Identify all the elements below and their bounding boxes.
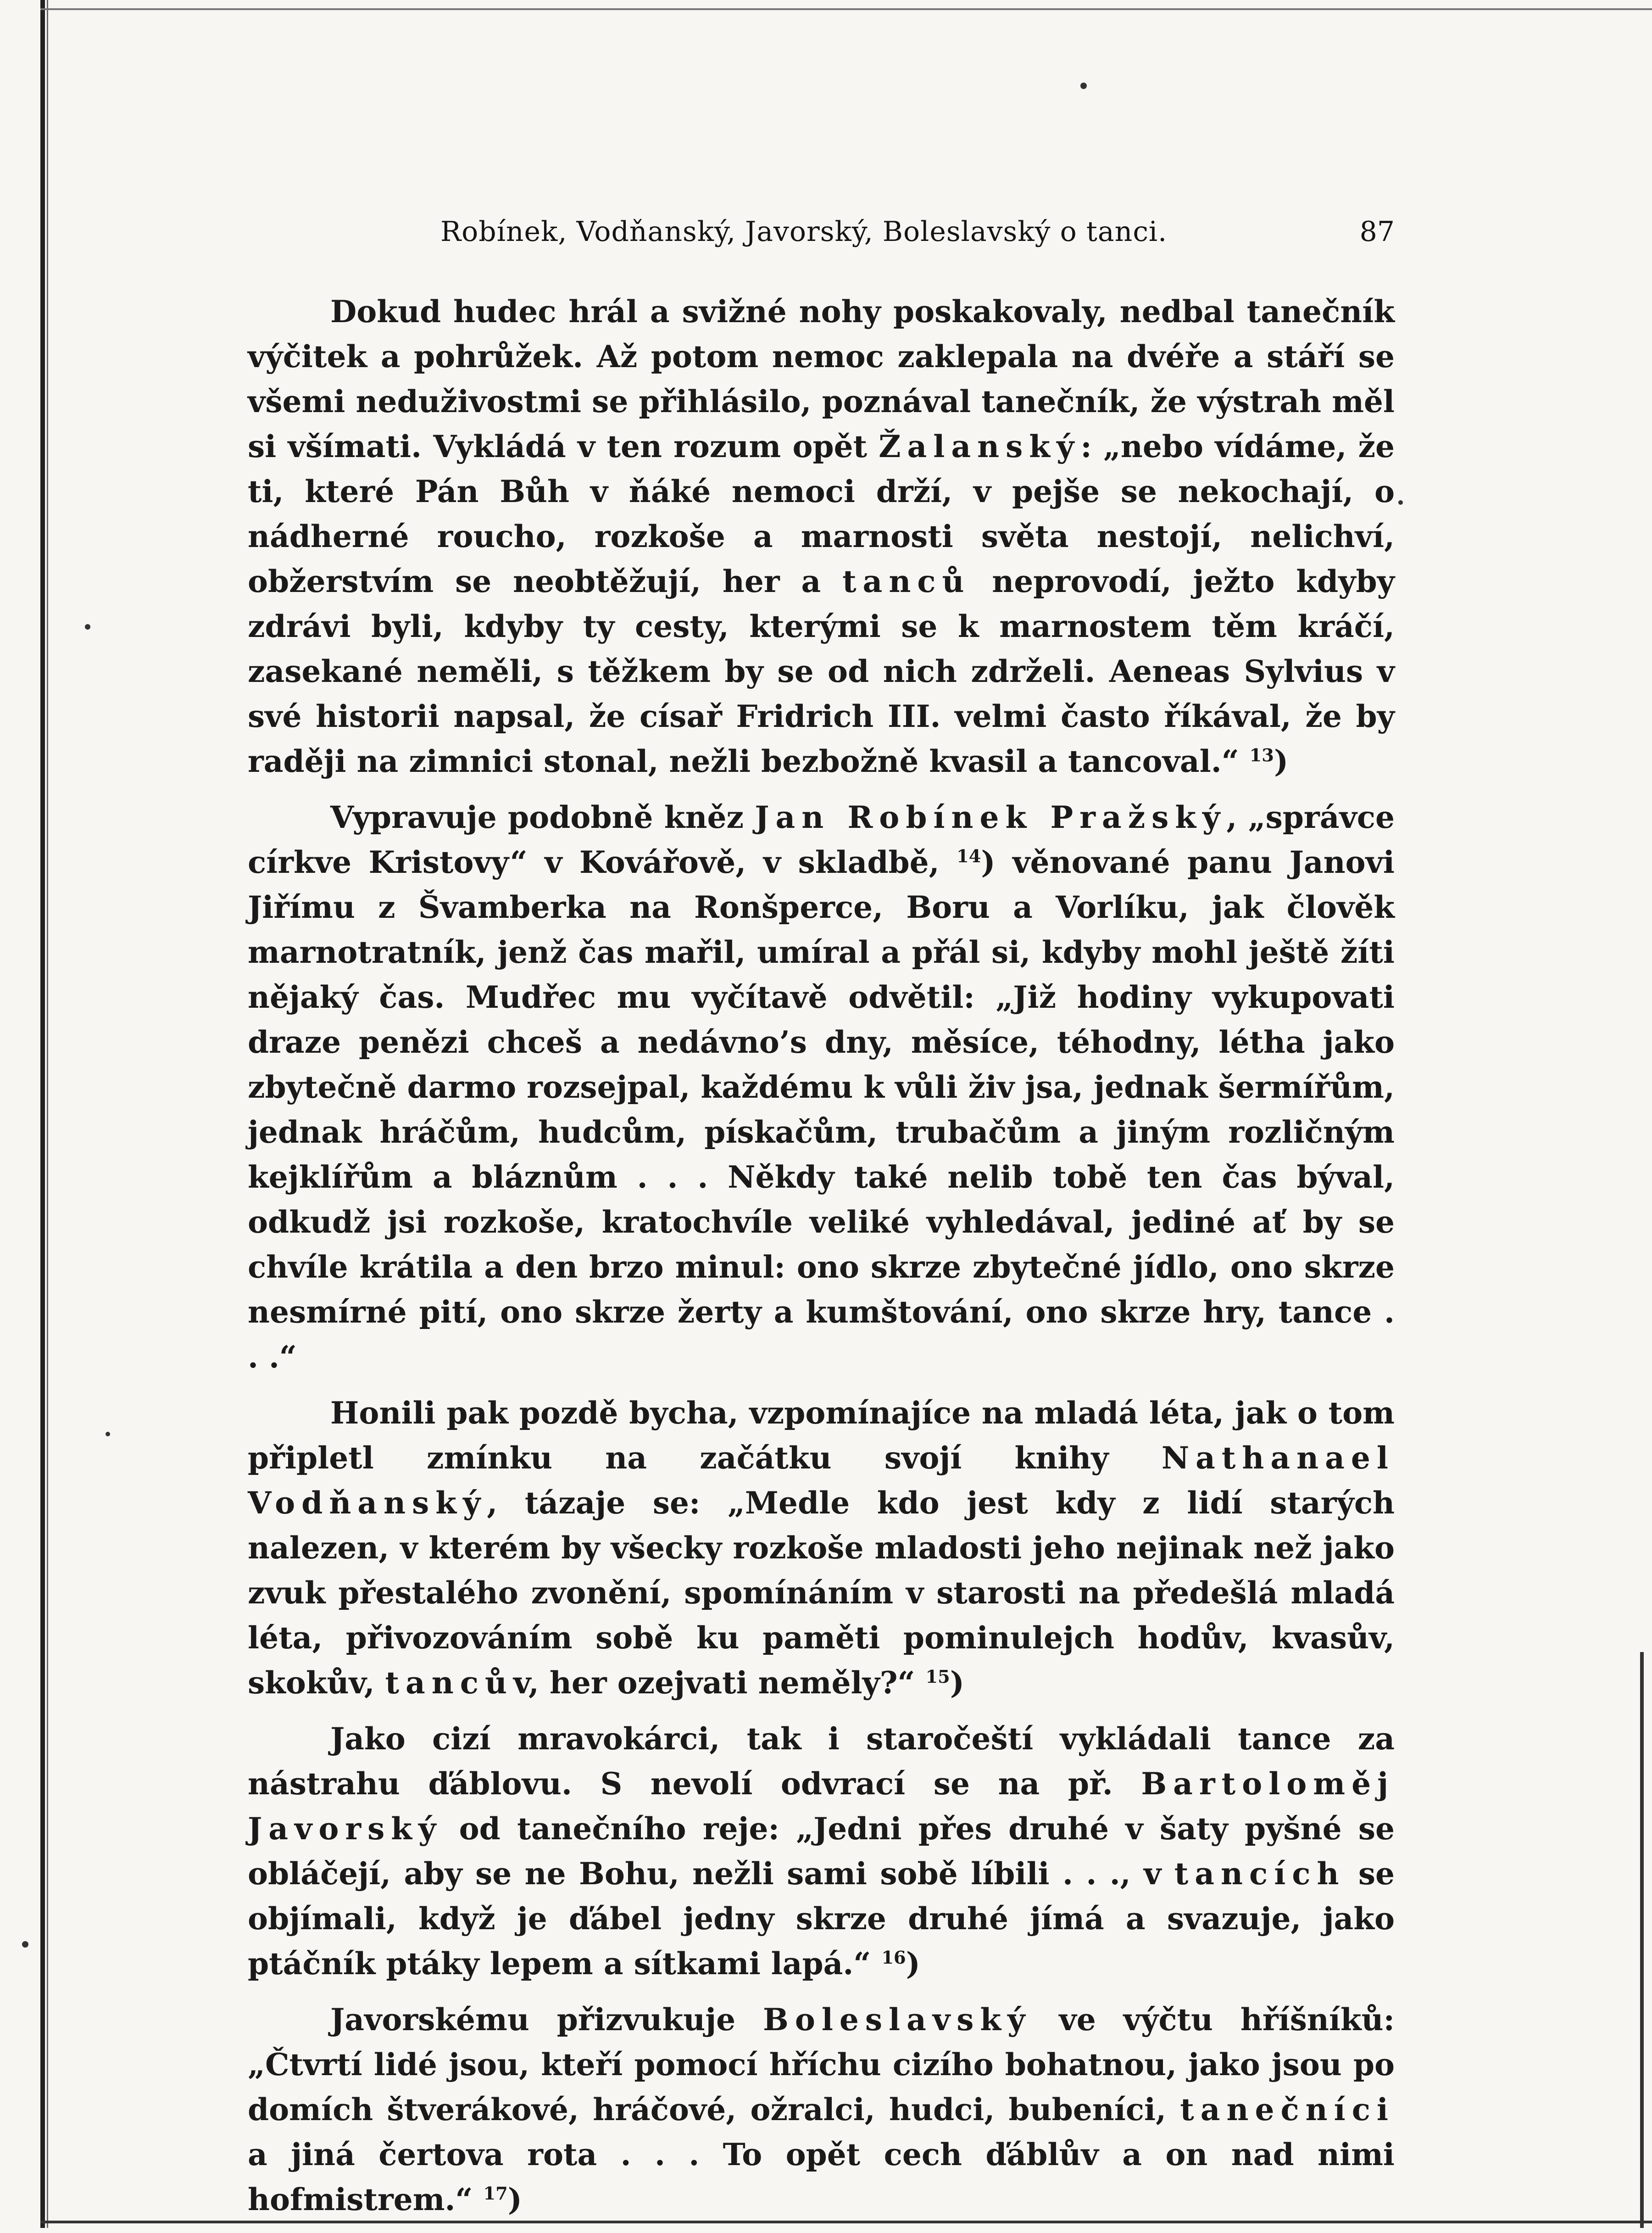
book-page <box>248 202 1395 2233</box>
text-run: ) <box>906 1946 920 1982</box>
scan-left-edge-inner <box>47 0 48 2228</box>
scan-speck <box>106 1432 110 1436</box>
scan-speck <box>85 624 90 630</box>
scan-top-edge <box>40 8 1652 10</box>
text-run: , „správce církve Kristovy“ v Kovářově, v skladbě, <box>248 799 1395 880</box>
spaced-name: Bartoloměj Javorský <box>248 1766 1395 1847</box>
text-run: Vypravuje podobně kněz <box>330 799 755 835</box>
text-run: a jiná čertova rota . . . To opět cech ďáblův a on nad nimi hofmistrem.“ <box>248 2137 1395 2217</box>
spaced-name: tanců <box>842 564 971 599</box>
scan-speck <box>1398 500 1403 505</box>
spaced-name: tancích <box>1174 1856 1346 1892</box>
footnote-ref: 16 <box>881 1948 906 1968</box>
text-run: ) věnované panu Janovi Jiřímu z Švamberka na Ronšperce, Boru a Vorlíku, jak člověk marnotratník, jenž čas mařil, umíral a přál si, kdyby mohl ještě žíti nějaký čas. Mudřec mu vyčítavě odvětil: „Již hodiny vykupovati draze penězi chceš a nedávno’s dny, měsíce, téhodny, létha jako zbytečně darmo rozsejpal, každému k vůli živ jsa, jednak šermířům, jednak hráčům, hudcům, pískačům, trubačům a jiným rozličným kejklířům a bláznům . . . Někdy také nelib tobě ten čas býval, odkudž jsi rozkoše, kratochvíle veliké vyhledával, jediné ať by se chvíle krátila a den brzo minul: ono skrze zbytečné jídlo, ono skrze nesmírné pití, ono skrze žerty a kumštování, ono skrze hry, tance . . .“ <box>248 844 1395 1375</box>
text-run: Honili pak pozdě bycha, vzpomínajíce na mladá léta, jak o tom připletl zmínku na začátku svojí knihy <box>248 1395 1395 1476</box>
paragraph <box>248 795 1395 1379</box>
scan-speck <box>1080 83 1087 89</box>
spaced-name: Žalanský <box>879 429 1081 464</box>
paragraph <box>248 1390 1395 1705</box>
footnote-ref: 14 <box>957 846 981 867</box>
text-run: neprovodí, ježto kdyby zdrávi byli, kdyby ty cesty, kterými se k marnostem těm kráčí, zasekané neměli, s těžkem by se od nich zdrželi. Aeneas Sylvius v své historii napsal, že císař Fridrich III. velmi často říkával, že by raději na zimnici stonal, nežli bezbožně kvasil a tancoval.“ <box>248 564 1395 779</box>
text-run: Dokud hudec hrál a svižné nohy poskakovaly, nedbal tanečník výčitek a pohrůžek. Až potom nemoc zaklepala na dvéře a stáří se všemi neduživostmi se přihlásilo, poznával tanečník, že výstrah měl si všímati. Vykládá v ten rozum opět <box>248 294 1395 464</box>
paragraph <box>248 1997 1395 2222</box>
footnote-ref: 17 <box>483 2183 508 2204</box>
spaced-name: tanců <box>385 1665 513 1701</box>
text-run: ) <box>1274 743 1289 779</box>
footnote-ref: 15 <box>925 1667 950 1687</box>
spaced-name: Jan Robínek Pražský <box>755 799 1227 835</box>
body-text <box>248 289 1395 2222</box>
scan-speck <box>22 1941 28 1948</box>
footnote-ref: 13 <box>1249 745 1274 766</box>
scan-right-edge <box>1640 1652 1644 2228</box>
paragraph <box>248 289 1395 784</box>
text-run: ve výčtu hříšníků: „Čtvrtí lidé jsou, kteří pomocí hříchu cizího bohatnou, jako jsou po domích štverákové, hráčové, ožralci, hudci, bubeníci, <box>248 2002 1395 2127</box>
paragraph <box>248 1716 1395 1986</box>
text-run: se objímali, když je ďábel jedny skrze druhé jímá a svazuje, jako ptáčník ptáky lepem a sítkami lapá.“ <box>248 1856 1395 1982</box>
text-run: ) <box>507 2182 522 2217</box>
text-run: Jako cizí mravokárci, tak i staročeští vykládali tance za nástrahu ďáblovu. S nevolí odvrací se na př. <box>248 1721 1395 1802</box>
spaced-name: tanečníci <box>1180 2092 1395 2127</box>
text-run: , tázaje se: „Medle kdo jest kdy z lidí starých nalezen, v kterém by všecky rozkoše mladosti jeho nejinak než jako zvuk přestalého zvonění, spomínáním v starosti na předešlá mladá léta, přivozováním sobě ku paměti pominulejch hodův, kvasův, skokův, <box>248 1485 1395 1701</box>
text-run: ) <box>950 1665 964 1701</box>
running-title: Robínek, Vodňanský, Javorský, Boleslavský o tanci. <box>440 216 1168 248</box>
text-run: v, her ozejvati neměly?“ <box>513 1665 926 1701</box>
spaced-name: Nathanael Vodňanský <box>248 1440 1395 1521</box>
text-run: : „nebo vídáme, že ti, které Pán Bůh v ňáké nemoci drží, v pejše se nekochají, o nádherné roucho, rozkoše a marnosti světa nestojí, nelichví, obžerstvím se neobtěžují, her a <box>248 429 1395 599</box>
spaced-name: Boleslavský <box>763 2002 1032 2038</box>
running-header <box>248 202 1395 252</box>
text-run: Javorskému přizvukuje <box>330 2002 763 2038</box>
page-number: 87 <box>1359 216 1395 248</box>
scan-left-edge <box>40 0 45 2228</box>
text-run: od tanečního reje: „Jedni přes druhé v šaty pyšné se obláčejí, aby se ne Bohu, nežli sami sobě líbili . . ., v <box>248 1811 1395 1892</box>
